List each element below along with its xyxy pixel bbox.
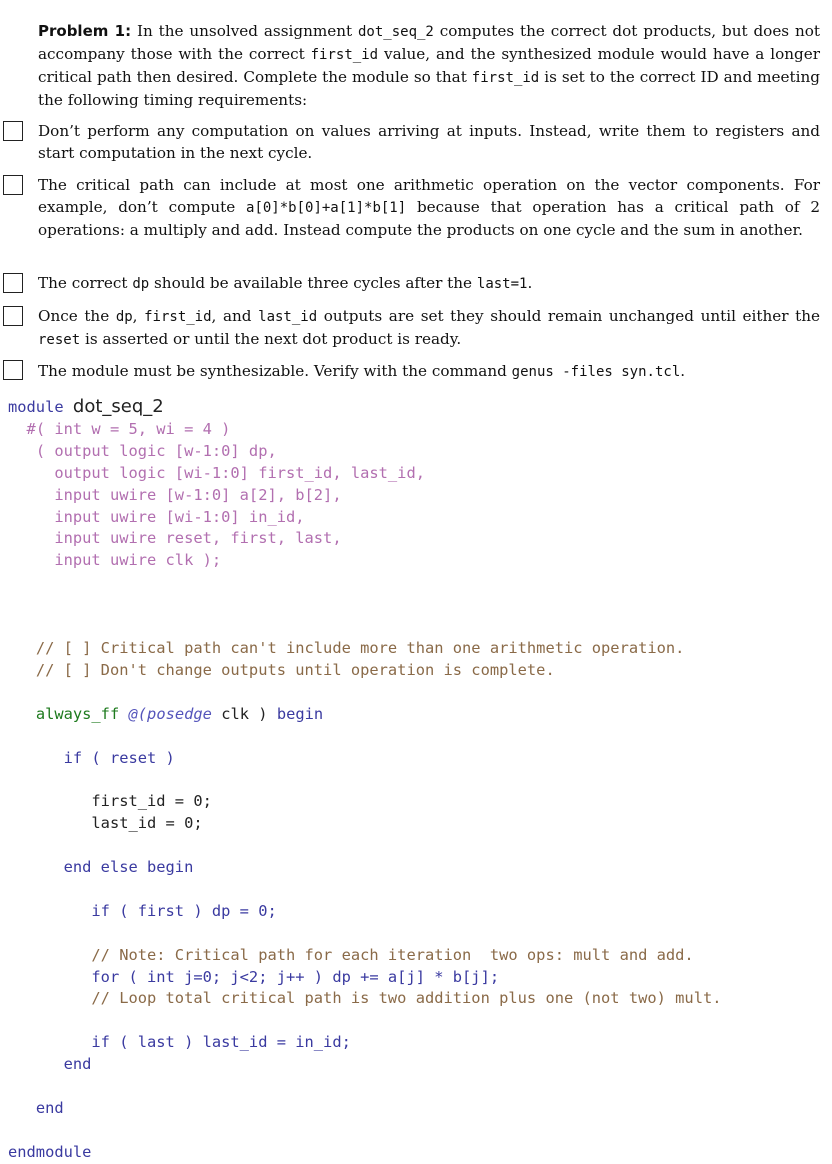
keyword: end bbox=[35, 1099, 64, 1117]
code-line: ( output logic [w-1:0] dp, bbox=[35, 441, 277, 460]
problem-text: computes the correct dot products, but does not accompany those with the correct bbox=[38, 22, 820, 63]
problem-text: is set to the correct ID and meeting the following timing requirements: bbox=[38, 68, 821, 109]
inline-code: dp bbox=[132, 276, 150, 292]
code-listing: module dot_seq_2 #( int w = 5, wi = 4 ) ( output logic [w-1:0] dp, output logic [wi-1:0] first_id, last_id, input uwire [w-1:0] a[2], b[2], input uwire [wi-1:0] in_id, input uwire reset, first, last, input uwire clk ); // [ ] Critical path can't include more than one arithmetic operation. // [ ] Don't change outputs until operation is complete. always_ff @(posedge clk ) begin if ( reset ) first_id = 0; last_id = 0; end else begin if ( first ) dp = 0; // Note: Critical path for each iteration two ops: mult and add. for ( int j=0; j<2; j++ ) dp += a[j] * b[j]; // Loop total critical path is two addition plus one (not two) mult. if ( last ) last_id = in_id; end end endmodule bbox=[8, 396, 722, 1161]
code-line: if ( last ) last_id = in_id; bbox=[91, 1033, 351, 1052]
inline-code: last_id bbox=[258, 309, 318, 325]
requirement-checkbox[interactable] bbox=[3, 175, 23, 195]
code-line: input uwire reset, first, last, bbox=[54, 529, 342, 548]
problem-heading: Problem 1: bbox=[38, 22, 132, 40]
code-line: #( int w = 5, wi = 4 ) bbox=[26, 419, 231, 438]
problem-text: In the unsolved assignment bbox=[131, 22, 358, 40]
requirement-3: The correct dp should be available three cycles after the last=1. bbox=[38, 274, 533, 292]
keyword: endmodule bbox=[8, 1142, 92, 1161]
requirement-checkbox[interactable] bbox=[3, 360, 23, 380]
code-line: if ( reset ) bbox=[63, 748, 175, 767]
code-line: input uwire clk ); bbox=[54, 551, 222, 570]
code-comment: // [ ] Don't change outputs until operation is complete. bbox=[35, 660, 555, 679]
code-line: end else begin bbox=[63, 858, 194, 877]
problem-text: value, and the synthesized module would have a longer critical path then desired. Complete the module so that bbox=[38, 45, 820, 86]
code-comment: // Loop total critical path is two addition plus one (not two) mult. bbox=[91, 989, 722, 1008]
keyword: end bbox=[63, 1055, 92, 1074]
requirement-checkbox[interactable] bbox=[3, 306, 23, 326]
keyword: posedge bbox=[147, 704, 212, 723]
module-name: dot_seq_2 bbox=[72, 396, 164, 417]
requirement-2: The critical path can include at most one arithmetic operation on the vector components. For example, don’t compute a[0]*b[0]+a[1]*b[1] because that operation has a critical path of 2 operations: a multiply and add. Instead compute the products on one cycle and the sum in another. bbox=[38, 176, 820, 239]
code-comment: // [ ] Critical path can't include more than one arithmetic operation. bbox=[35, 638, 685, 657]
code-line: first_id = 0; bbox=[91, 792, 212, 811]
requirement-checkbox[interactable] bbox=[3, 273, 23, 293]
code-line: input uwire [wi-1:0] in_id, bbox=[54, 507, 305, 526]
inline-code: first_id bbox=[144, 309, 212, 325]
keyword: always_ff bbox=[35, 704, 120, 723]
inline-code: reset bbox=[38, 332, 81, 348]
requirement-5: The module must be synthesizable. Verify with the command genus -files syn.tcl. bbox=[38, 362, 686, 380]
inline-code: genus -files syn.tcl bbox=[511, 364, 681, 380]
keyword: module bbox=[8, 398, 64, 416]
requirement-checkbox[interactable] bbox=[3, 121, 23, 141]
requirement-4: Once the dp, first_id, and last_id outputs are set they should remain unchanged until either the reset is asserted or until the next dot product is ready. bbox=[38, 307, 821, 348]
code-line: output logic [wi-1:0] first_id, last_id, bbox=[54, 463, 425, 482]
inline-code: last=1 bbox=[476, 276, 528, 292]
code-line: input uwire [w-1:0] a[2], b[2], bbox=[54, 485, 342, 504]
inline-code: first_id bbox=[471, 70, 540, 86]
code-line: for ( int j=0; j<2; j++ ) dp += a[j] * b[j]; bbox=[91, 967, 500, 986]
inline-code: a[0]*b[0]+a[1]*b[1] bbox=[246, 200, 407, 216]
code-line: if ( first ) dp = 0; bbox=[91, 901, 277, 920]
inline-code: first_id bbox=[310, 47, 379, 63]
keyword: begin bbox=[276, 704, 324, 723]
code-line: last_id = 0; bbox=[91, 814, 203, 833]
inline-code: dot_seq_2 bbox=[358, 24, 434, 40]
code-comment: // Note: Critical path for each iteration two ops: mult and add. bbox=[91, 945, 694, 964]
requirement-1: Don’t perform any computation on values arriving at inputs. Instead, write them to registers and start computation in the next cycle. bbox=[38, 122, 820, 162]
inline-code: dp bbox=[115, 309, 133, 325]
problem-statement bbox=[38, 20, 820, 111]
